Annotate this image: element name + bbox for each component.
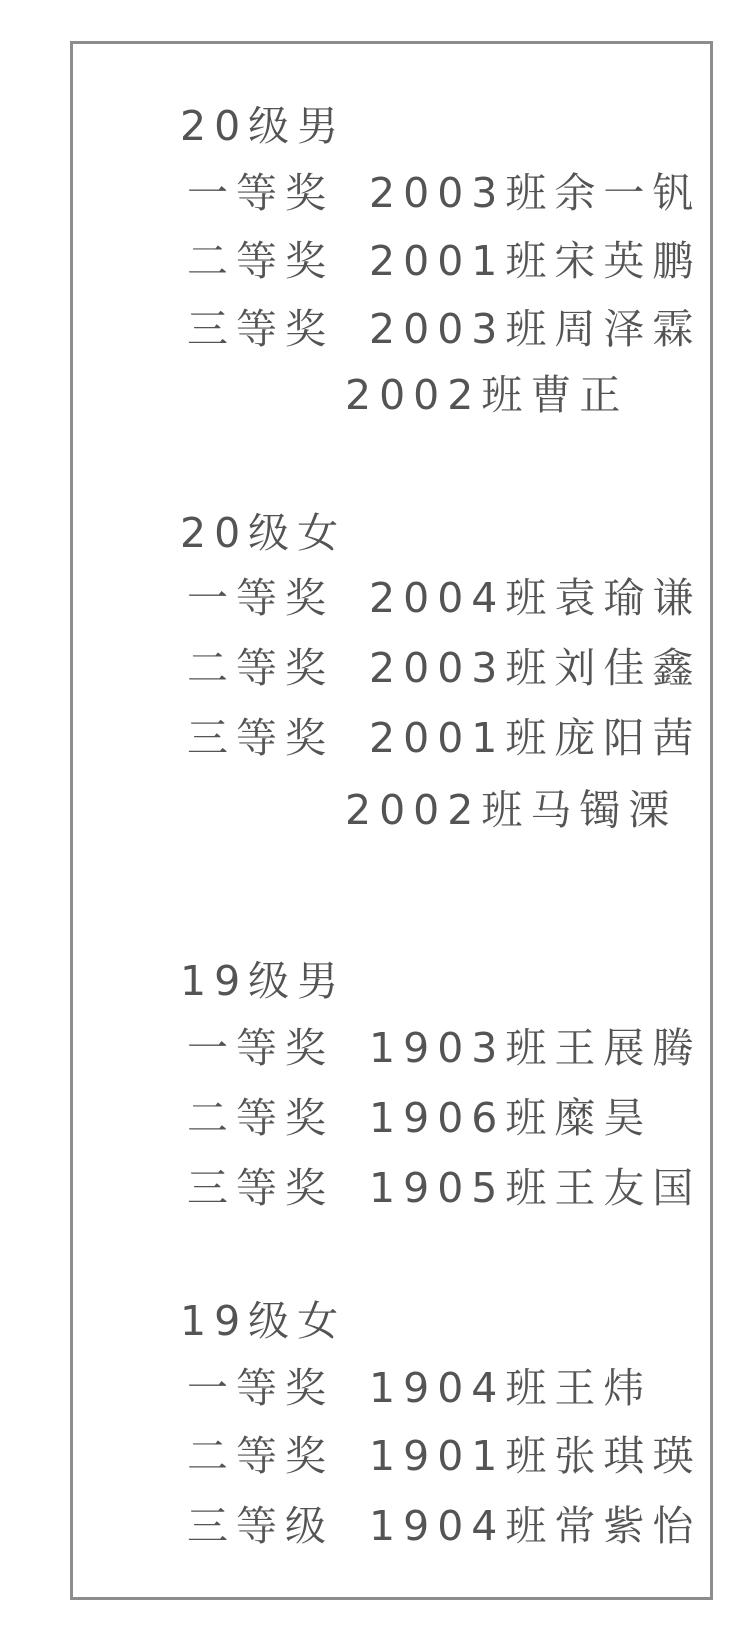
award-continuation-row: 2002班曹正 (345, 371, 629, 419)
award-row: 二等奖 2001班宋英鹏 (187, 237, 702, 285)
grade-heading-20-male: 20级男 (180, 102, 347, 150)
award-row: 三等奖 1905班王友国 (187, 1164, 702, 1212)
award-row: 二等奖 1906班糜昊 (187, 1094, 653, 1142)
award-row: 三等级 1904班常紫怡 (187, 1502, 702, 1550)
award-row: 二等奖 2003班刘佳鑫 (187, 644, 702, 692)
document-border (70, 41, 713, 1600)
award-row: 一等奖 1904班王炜 (187, 1364, 653, 1412)
award-row: 一等奖 2004班袁瑜谦 (187, 574, 702, 622)
grade-heading-20-female: 20级女 (180, 509, 347, 557)
award-row: 一等奖 1903班王展腾 (187, 1024, 702, 1072)
award-row: 一等奖 2003班余一钒 (187, 169, 702, 217)
award-continuation-row: 2002班马镯溧 (345, 786, 678, 834)
award-row: 二等奖 1901班张琪瑛 (187, 1432, 702, 1480)
award-row: 三等奖 2001班庞阳茜 (187, 714, 702, 762)
award-row: 三等奖 2003班周泽霖 (187, 305, 702, 353)
grade-heading-19-female: 19级女 (180, 1297, 347, 1345)
grade-heading-19-male: 19级男 (180, 957, 347, 1005)
